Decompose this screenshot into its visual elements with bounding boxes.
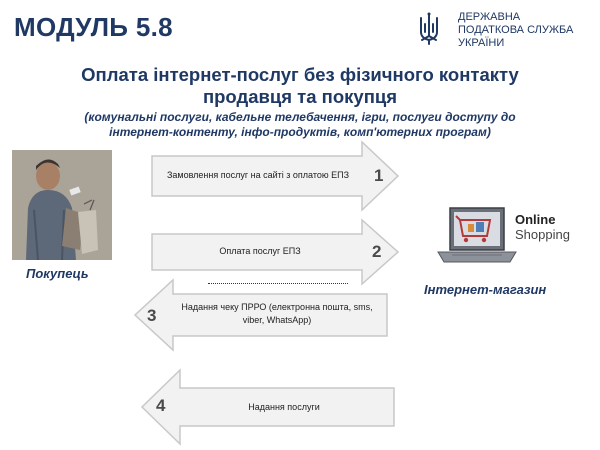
heading-line-2: продавця та покупця (202, 86, 398, 107)
logo-text (458, 11, 573, 50)
slide-heading (20, 64, 580, 108)
subheading-line-1: (комунальні послуги, кабельне телебачення, ігри, послуги доступу до (84, 110, 516, 124)
step-1-text: Замовлення послуг на сайті з оплатою ЕПЗ (166, 170, 350, 180)
step-arrow-3 (133, 276, 389, 354)
heading-line-1: Оплата інтернет-послуг без фізичного контакту (81, 64, 519, 85)
buyer-label: Покупець (26, 266, 89, 281)
logo-line-1: ДЕРЖАВНА (458, 11, 521, 23)
step-4-number: 4 (156, 396, 166, 415)
step-arrow-1 (150, 140, 400, 212)
online-shopping-caption (515, 212, 570, 242)
step-3-number: 3 (147, 306, 157, 325)
shop-label: Інтернет-магазин (424, 282, 547, 297)
subheading-line-2: інтернет-контенту, інфо-продуктів, комп'ютерних програм) (109, 125, 491, 139)
logo-line-3: УКРАЇНИ (458, 37, 505, 49)
slide-subheading (30, 110, 570, 140)
tax-service-logo (410, 8, 590, 48)
step-2-number: 2 (372, 242, 382, 261)
trident-emblem-icon (410, 10, 448, 48)
step-2-text: Оплата послуг ЕПЗ (219, 246, 301, 256)
online-word: Online (515, 212, 556, 227)
step-1-number: 1 (374, 166, 384, 185)
step-4-text: Надання послуги (248, 402, 320, 412)
shopping-word: Shopping (515, 227, 570, 242)
step-3-text: Надання чеку ПРРО (електронна пошта, sms, viber, WhatsApp) (181, 302, 373, 325)
laptop-cart-icon (430, 200, 520, 275)
step-arrow-4 (140, 366, 396, 448)
module-title: МОДУЛЬ 5.8 (14, 12, 173, 42)
shopper-photo (12, 150, 112, 260)
logo-line-2: ПОДАТКОВА СЛУЖБА (458, 24, 574, 36)
